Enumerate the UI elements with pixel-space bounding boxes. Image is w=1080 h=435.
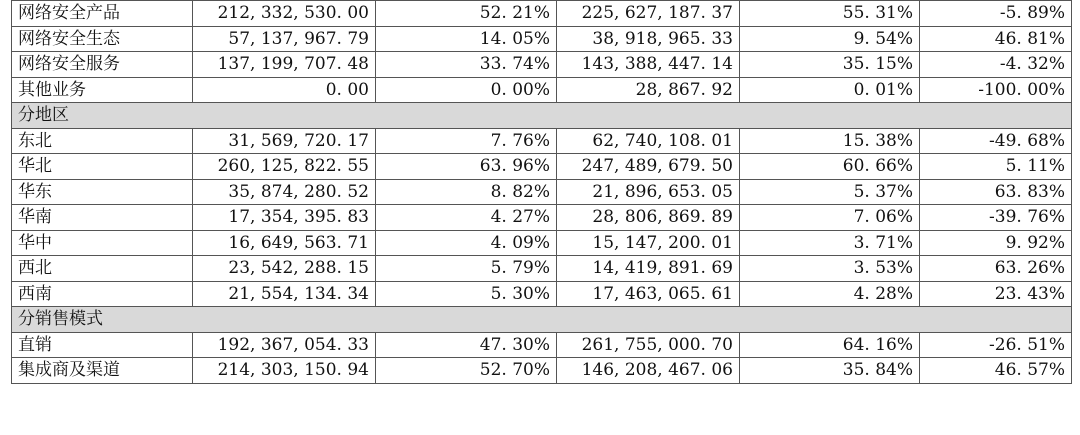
current-ratio-cell: 33. 74%	[376, 52, 557, 78]
prior-ratio-cell: 55. 31%	[740, 1, 920, 27]
prior-amount-cell: 38, 918, 965. 33	[557, 26, 740, 52]
section-header-label: 分销售模式	[12, 307, 1072, 333]
current-amount-cell: 57, 137, 967. 79	[193, 26, 376, 52]
prior-ratio-cell: 9. 54%	[740, 26, 920, 52]
section-header-row	[12, 307, 1072, 333]
current-amount-cell: 137, 199, 707. 48	[193, 52, 376, 78]
row-label-cell: 华北	[12, 154, 193, 180]
yoy-change-cell: 9. 92%	[920, 230, 1072, 256]
current-ratio-cell: 5. 30%	[376, 281, 557, 307]
table-row	[12, 256, 1072, 282]
current-amount-cell: 23, 542, 288. 15	[193, 256, 376, 282]
yoy-change-cell: -26. 51%	[920, 332, 1072, 358]
yoy-change-cell: -49. 68%	[920, 128, 1072, 154]
prior-amount-cell: 225, 627, 187. 37	[557, 1, 740, 27]
row-label-cell: 东北	[12, 128, 193, 154]
section-header-row	[12, 103, 1072, 129]
current-amount-cell: 17, 354, 395. 83	[193, 205, 376, 231]
yoy-change-cell: -4. 32%	[920, 52, 1072, 78]
row-label-cell: 华中	[12, 230, 193, 256]
prior-amount-cell: 15, 147, 200. 01	[557, 230, 740, 256]
prior-ratio-cell: 35. 84%	[740, 358, 920, 384]
yoy-change-cell: -100. 00%	[920, 77, 1072, 103]
current-ratio-cell: 63. 96%	[376, 154, 557, 180]
yoy-change-cell: 46. 81%	[920, 26, 1072, 52]
prior-ratio-cell: 4. 28%	[740, 281, 920, 307]
current-ratio-cell: 47. 30%	[376, 332, 557, 358]
table-row	[12, 26, 1072, 52]
prior-amount-cell: 62, 740, 108. 01	[557, 128, 740, 154]
current-amount-cell: 0. 00	[193, 77, 376, 103]
current-amount-cell: 21, 554, 134. 34	[193, 281, 376, 307]
current-amount-cell: 31, 569, 720. 17	[193, 128, 376, 154]
prior-amount-cell: 21, 896, 653. 05	[557, 179, 740, 205]
prior-amount-cell: 28, 806, 869. 89	[557, 205, 740, 231]
current-amount-cell: 212, 332, 530. 00	[193, 1, 376, 27]
current-amount-cell: 192, 367, 054. 33	[193, 332, 376, 358]
prior-amount-cell: 146, 208, 467. 06	[557, 358, 740, 384]
table-row	[12, 332, 1072, 358]
yoy-change-cell: -39. 76%	[920, 205, 1072, 231]
prior-amount-cell: 247, 489, 679. 50	[557, 154, 740, 180]
prior-amount-cell: 17, 463, 065. 61	[557, 281, 740, 307]
yoy-change-cell: 63. 26%	[920, 256, 1072, 282]
table-row	[12, 281, 1072, 307]
table-row	[12, 230, 1072, 256]
prior-ratio-cell: 0. 01%	[740, 77, 920, 103]
prior-ratio-cell: 3. 71%	[740, 230, 920, 256]
revenue-breakdown-table	[11, 0, 1072, 384]
prior-ratio-cell: 64. 16%	[740, 332, 920, 358]
row-label-cell: 网络安全生态	[12, 26, 193, 52]
current-amount-cell: 35, 874, 280. 52	[193, 179, 376, 205]
yoy-change-cell: -5. 89%	[920, 1, 1072, 27]
current-ratio-cell: 52. 21%	[376, 1, 557, 27]
prior-amount-cell: 28, 867. 92	[557, 77, 740, 103]
prior-ratio-cell: 60. 66%	[740, 154, 920, 180]
prior-amount-cell: 143, 388, 447. 14	[557, 52, 740, 78]
row-label-cell: 网络安全服务	[12, 52, 193, 78]
table-row	[12, 154, 1072, 180]
current-ratio-cell: 0. 00%	[376, 77, 557, 103]
table-row	[12, 1, 1072, 27]
table-row	[12, 358, 1072, 384]
prior-amount-cell: 14, 419, 891. 69	[557, 256, 740, 282]
current-amount-cell: 16, 649, 563. 71	[193, 230, 376, 256]
row-label-cell: 网络安全产品	[12, 1, 193, 27]
table-row	[12, 128, 1072, 154]
current-ratio-cell: 4. 27%	[376, 205, 557, 231]
row-label-cell: 集成商及渠道	[12, 358, 193, 384]
current-amount-cell: 260, 125, 822. 55	[193, 154, 376, 180]
current-ratio-cell: 7. 76%	[376, 128, 557, 154]
prior-ratio-cell: 5. 37%	[740, 179, 920, 205]
yoy-change-cell: 63. 83%	[920, 179, 1072, 205]
current-ratio-cell: 5. 79%	[376, 256, 557, 282]
row-label-cell: 西南	[12, 281, 193, 307]
table-row	[12, 52, 1072, 78]
yoy-change-cell: 46. 57%	[920, 358, 1072, 384]
prior-ratio-cell: 3. 53%	[740, 256, 920, 282]
current-ratio-cell: 8. 82%	[376, 179, 557, 205]
table-body	[12, 1, 1072, 384]
current-amount-cell: 214, 303, 150. 94	[193, 358, 376, 384]
prior-ratio-cell: 7. 06%	[740, 205, 920, 231]
current-ratio-cell: 14. 05%	[376, 26, 557, 52]
table-row	[12, 179, 1072, 205]
prior-ratio-cell: 15. 38%	[740, 128, 920, 154]
prior-amount-cell: 261, 755, 000. 70	[557, 332, 740, 358]
yoy-change-cell: 23. 43%	[920, 281, 1072, 307]
section-header-label: 分地区	[12, 103, 1072, 129]
row-label-cell: 直销	[12, 332, 193, 358]
row-label-cell: 华东	[12, 179, 193, 205]
row-label-cell: 西北	[12, 256, 193, 282]
prior-ratio-cell: 35. 15%	[740, 52, 920, 78]
current-ratio-cell: 4. 09%	[376, 230, 557, 256]
table-row	[12, 205, 1072, 231]
table-row	[12, 77, 1072, 103]
current-ratio-cell: 52. 70%	[376, 358, 557, 384]
row-label-cell: 华南	[12, 205, 193, 231]
yoy-change-cell: 5. 11%	[920, 154, 1072, 180]
row-label-cell: 其他业务	[12, 77, 193, 103]
